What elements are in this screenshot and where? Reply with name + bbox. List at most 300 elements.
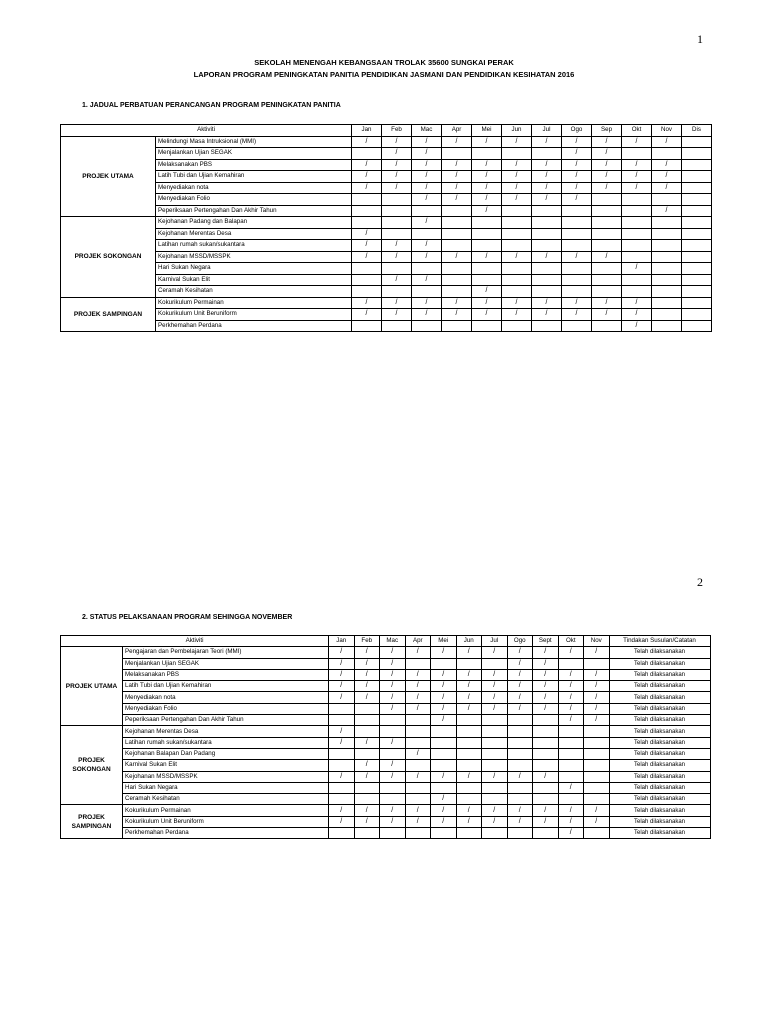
- month-header: Okt: [622, 125, 652, 137]
- month-mark-cell: [405, 737, 431, 748]
- month-mark-cell: [507, 760, 533, 771]
- month-mark-cell: /: [412, 297, 442, 309]
- month-mark-cell: /: [352, 240, 382, 252]
- month-mark-cell: [456, 760, 482, 771]
- month-mark-cell: /: [380, 692, 406, 703]
- activity-cell: Peperiksaan Pertengahan Dan Akhir Tahun: [156, 205, 352, 217]
- month-mark-cell: [652, 194, 682, 206]
- month-mark-cell: [442, 205, 472, 217]
- table-row: [61, 782, 711, 793]
- table-header-row: [61, 125, 712, 137]
- month-mark-cell: [584, 771, 610, 782]
- month-mark-cell: /: [592, 159, 622, 171]
- month-mark-cell: [329, 748, 355, 759]
- month-mark-cell: [652, 309, 682, 321]
- month-mark-cell: [507, 828, 533, 839]
- month-mark-cell: [380, 715, 406, 726]
- month-mark-cell: /: [502, 309, 532, 321]
- month-header: Ogo: [562, 125, 592, 137]
- month-mark-cell: [329, 703, 355, 714]
- activity-cell: Menjalankan Ujian SEGAK: [156, 148, 352, 160]
- month-mark-cell: /: [562, 297, 592, 309]
- month-header: Jan: [329, 636, 355, 647]
- month-mark-cell: /: [562, 309, 592, 321]
- month-mark-cell: /: [592, 182, 622, 194]
- month-mark-cell: [532, 240, 562, 252]
- activity-cell: Kokurikulum Unit Beruniform: [123, 816, 329, 827]
- month-mark-cell: /: [352, 309, 382, 321]
- month-header: Nov: [652, 125, 682, 137]
- month-mark-cell: /: [562, 159, 592, 171]
- note-cell: Telah dilaksanakan: [609, 828, 710, 839]
- table-header-row: [61, 636, 711, 647]
- month-mark-cell: [482, 794, 508, 805]
- table-row: [61, 828, 711, 839]
- month-mark-cell: [502, 286, 532, 298]
- month-mark-cell: [652, 274, 682, 286]
- month-header: Jul: [532, 125, 562, 137]
- month-mark-cell: /: [532, 159, 562, 171]
- month-mark-cell: /: [442, 171, 472, 183]
- month-mark-cell: /: [502, 194, 532, 206]
- month-mark-cell: /: [558, 816, 584, 827]
- month-mark-cell: /: [482, 681, 508, 692]
- month-mark-cell: [682, 148, 712, 160]
- month-mark-cell: /: [431, 647, 457, 658]
- month-mark-cell: [562, 263, 592, 275]
- month-mark-cell: [472, 148, 502, 160]
- month-mark-cell: [682, 194, 712, 206]
- month-mark-cell: [405, 760, 431, 771]
- month-mark-cell: /: [562, 182, 592, 194]
- activity-cell: Menyediakan Folio: [123, 703, 329, 714]
- month-mark-cell: /: [412, 217, 442, 229]
- table-row: [61, 681, 711, 692]
- group-label: PROJEK SOKONGAN: [61, 726, 123, 805]
- activity-cell: Menyediakan Folio: [156, 194, 352, 206]
- month-mark-cell: /: [507, 771, 533, 782]
- month-mark-cell: /: [442, 251, 472, 263]
- month-mark-cell: [682, 159, 712, 171]
- month-mark-cell: /: [456, 771, 482, 782]
- table-row: [61, 692, 711, 703]
- activity-cell: Latih Tubi dan Ujian Kemahiran: [123, 681, 329, 692]
- month-mark-cell: /: [382, 159, 412, 171]
- month-mark-cell: [682, 240, 712, 252]
- month-mark-cell: [652, 148, 682, 160]
- month-mark-cell: [622, 286, 652, 298]
- table-row: [61, 274, 712, 286]
- month-mark-cell: /: [502, 182, 532, 194]
- month-mark-cell: /: [382, 148, 412, 160]
- month-mark-cell: [405, 828, 431, 839]
- month-mark-cell: [442, 228, 472, 240]
- month-mark-cell: /: [532, 309, 562, 321]
- activity-cell: Karnival Sukan Elit: [123, 760, 329, 771]
- activity-cell: Kokurikulum Unit Beruniform: [156, 309, 352, 321]
- month-mark-cell: /: [329, 692, 355, 703]
- month-mark-cell: [472, 240, 502, 252]
- month-mark-cell: [431, 737, 457, 748]
- month-mark-cell: /: [472, 297, 502, 309]
- month-mark-cell: /: [533, 647, 559, 658]
- month-mark-cell: /: [412, 251, 442, 263]
- month-mark-cell: /: [456, 703, 482, 714]
- month-mark-cell: /: [380, 760, 406, 771]
- group-label: PROJEK SAMPINGAN: [61, 297, 156, 332]
- month-mark-cell: [562, 286, 592, 298]
- month-mark-cell: /: [405, 771, 431, 782]
- activity-cell: Kokurikulum Permainan: [123, 805, 329, 816]
- month-mark-cell: [682, 263, 712, 275]
- table-row: [61, 263, 712, 275]
- month-mark-cell: [592, 228, 622, 240]
- table-row: [61, 297, 712, 309]
- month-mark-cell: /: [562, 251, 592, 263]
- month-mark-cell: [584, 760, 610, 771]
- month-mark-cell: [532, 274, 562, 286]
- month-mark-cell: /: [584, 715, 610, 726]
- note-cell: Telah dilaksanakan: [609, 681, 710, 692]
- month-mark-cell: [456, 748, 482, 759]
- month-mark-cell: /: [482, 647, 508, 658]
- month-mark-cell: /: [442, 194, 472, 206]
- month-mark-cell: [482, 737, 508, 748]
- table-row: [61, 726, 711, 737]
- month-mark-cell: /: [502, 171, 532, 183]
- month-mark-cell: /: [329, 647, 355, 658]
- month-mark-cell: /: [592, 171, 622, 183]
- table-row: [61, 805, 711, 816]
- month-mark-cell: /: [507, 669, 533, 680]
- month-mark-cell: /: [622, 320, 652, 332]
- month-mark-cell: [380, 794, 406, 805]
- month-mark-cell: [652, 286, 682, 298]
- month-mark-cell: [382, 205, 412, 217]
- month-mark-cell: /: [562, 136, 592, 148]
- activity-cell: Ceramah Kesihatan: [123, 794, 329, 805]
- month-mark-cell: /: [592, 297, 622, 309]
- month-mark-cell: /: [354, 681, 380, 692]
- month-mark-cell: [482, 828, 508, 839]
- month-mark-cell: /: [405, 805, 431, 816]
- month-mark-cell: /: [622, 159, 652, 171]
- month-mark-cell: /: [622, 309, 652, 321]
- month-mark-cell: /: [456, 805, 482, 816]
- month-mark-cell: [584, 726, 610, 737]
- month-mark-cell: /: [502, 136, 532, 148]
- month-mark-cell: [682, 136, 712, 148]
- table-row: [61, 320, 712, 332]
- month-mark-cell: /: [405, 703, 431, 714]
- month-mark-cell: [456, 737, 482, 748]
- month-mark-cell: /: [533, 771, 559, 782]
- activity-cell: Menyediakan nota: [156, 182, 352, 194]
- month-mark-cell: /: [592, 136, 622, 148]
- month-mark-cell: [507, 715, 533, 726]
- month-mark-cell: /: [329, 669, 355, 680]
- month-mark-cell: [562, 228, 592, 240]
- month-mark-cell: [532, 217, 562, 229]
- month-mark-cell: [584, 737, 610, 748]
- month-mark-cell: [532, 228, 562, 240]
- month-mark-cell: /: [532, 194, 562, 206]
- month-mark-cell: /: [352, 297, 382, 309]
- month-mark-cell: /: [558, 681, 584, 692]
- planning-schedule-table: [60, 124, 712, 332]
- month-mark-cell: [682, 274, 712, 286]
- month-mark-cell: /: [382, 240, 412, 252]
- activity-cell: Hari Sukan Negara: [123, 782, 329, 793]
- month-mark-cell: [622, 274, 652, 286]
- month-header: Feb: [382, 125, 412, 137]
- month-mark-cell: /: [382, 136, 412, 148]
- month-mark-cell: [622, 228, 652, 240]
- table-row: [61, 309, 712, 321]
- month-mark-cell: [562, 274, 592, 286]
- month-mark-cell: /: [329, 771, 355, 782]
- month-mark-cell: /: [354, 805, 380, 816]
- section2-title: 2. STATUS PELAKSANAAN PROGRAM SEHINGGA NOVEMBER: [82, 614, 293, 621]
- month-mark-cell: /: [507, 692, 533, 703]
- month-mark-cell: [329, 794, 355, 805]
- note-cell: Telah dilaksanakan: [609, 647, 710, 658]
- month-mark-cell: [592, 286, 622, 298]
- month-mark-cell: /: [329, 658, 355, 669]
- table-row: [61, 669, 711, 680]
- month-mark-cell: /: [592, 148, 622, 160]
- month-mark-cell: /: [584, 669, 610, 680]
- month-mark-cell: [652, 320, 682, 332]
- month-header: Sep: [592, 125, 622, 137]
- month-mark-cell: [412, 205, 442, 217]
- month-mark-cell: [456, 726, 482, 737]
- activity-cell: Peperiksaan Pertengahan Dan Akhir Tahun: [123, 715, 329, 726]
- month-mark-cell: /: [482, 703, 508, 714]
- month-mark-cell: /: [329, 737, 355, 748]
- month-mark-cell: /: [354, 669, 380, 680]
- month-mark-cell: /: [456, 816, 482, 827]
- month-mark-cell: /: [652, 182, 682, 194]
- month-mark-cell: /: [431, 794, 457, 805]
- month-mark-cell: [354, 715, 380, 726]
- month-mark-cell: [558, 737, 584, 748]
- month-mark-cell: /: [507, 681, 533, 692]
- month-mark-cell: [354, 794, 380, 805]
- month-mark-cell: [354, 782, 380, 793]
- month-mark-cell: /: [405, 748, 431, 759]
- activity-cell: Melindungi Masa Intruksional (MMI): [156, 136, 352, 148]
- month-mark-cell: [622, 240, 652, 252]
- month-mark-cell: [456, 658, 482, 669]
- month-mark-cell: /: [380, 816, 406, 827]
- note-cell: Telah dilaksanakan: [609, 737, 710, 748]
- month-mark-cell: [456, 715, 482, 726]
- month-mark-cell: [682, 320, 712, 332]
- month-header: Ogo: [507, 636, 533, 647]
- month-mark-cell: /: [558, 805, 584, 816]
- month-mark-cell: /: [352, 159, 382, 171]
- table-row: [61, 748, 711, 759]
- note-cell: Telah dilaksanakan: [609, 748, 710, 759]
- month-mark-cell: [584, 748, 610, 759]
- note-header: Tindakan Susulan/Catatan: [609, 636, 710, 647]
- month-mark-cell: [442, 148, 472, 160]
- month-mark-cell: [558, 658, 584, 669]
- month-mark-cell: /: [472, 182, 502, 194]
- activity-header: Aktiviti: [61, 125, 352, 137]
- table-row: [61, 182, 712, 194]
- month-header: Nov: [584, 636, 610, 647]
- month-mark-cell: [502, 148, 532, 160]
- month-mark-cell: /: [405, 647, 431, 658]
- group-label: PROJEK SOKONGAN: [61, 217, 156, 298]
- month-mark-cell: [507, 726, 533, 737]
- month-mark-cell: /: [352, 171, 382, 183]
- month-mark-cell: /: [412, 309, 442, 321]
- month-mark-cell: /: [405, 816, 431, 827]
- month-mark-cell: [405, 782, 431, 793]
- month-mark-cell: [622, 148, 652, 160]
- month-mark-cell: [472, 217, 502, 229]
- month-mark-cell: /: [382, 297, 412, 309]
- month-mark-cell: /: [431, 703, 457, 714]
- month-mark-cell: [682, 217, 712, 229]
- month-mark-cell: [533, 737, 559, 748]
- month-mark-cell: [431, 748, 457, 759]
- note-cell: Telah dilaksanakan: [609, 692, 710, 703]
- activity-cell: Kokurikulum Permainan: [156, 297, 352, 309]
- month-mark-cell: [682, 286, 712, 298]
- month-mark-cell: [482, 726, 508, 737]
- note-cell: Telah dilaksanakan: [609, 703, 710, 714]
- month-mark-cell: [456, 794, 482, 805]
- group-label: PROJEK SAMPINGAN: [61, 805, 123, 839]
- activity-cell: Menyediakan nota: [123, 692, 329, 703]
- month-mark-cell: /: [442, 136, 472, 148]
- month-mark-cell: /: [405, 669, 431, 680]
- month-mark-cell: [682, 205, 712, 217]
- month-header: Mac: [380, 636, 406, 647]
- month-mark-cell: [533, 760, 559, 771]
- month-mark-cell: /: [532, 251, 562, 263]
- month-mark-cell: /: [592, 251, 622, 263]
- month-mark-cell: [502, 228, 532, 240]
- month-mark-cell: [652, 297, 682, 309]
- activity-cell: Karnival Sukan Elit: [156, 274, 352, 286]
- month-mark-cell: [329, 782, 355, 793]
- month-mark-cell: /: [562, 171, 592, 183]
- table-row: [61, 205, 712, 217]
- month-mark-cell: [584, 794, 610, 805]
- month-mark-cell: /: [533, 681, 559, 692]
- table-row: [61, 228, 712, 240]
- activity-cell: Hari Sukan Negara: [156, 263, 352, 275]
- table-row: [61, 148, 712, 160]
- month-mark-cell: [354, 828, 380, 839]
- month-mark-cell: [380, 782, 406, 793]
- month-mark-cell: /: [352, 136, 382, 148]
- month-mark-cell: /: [380, 737, 406, 748]
- month-mark-cell: [558, 794, 584, 805]
- month-mark-cell: [482, 715, 508, 726]
- month-mark-cell: /: [472, 251, 502, 263]
- month-mark-cell: /: [562, 194, 592, 206]
- activity-header: Aktiviti: [61, 636, 329, 647]
- month-mark-cell: [652, 263, 682, 275]
- month-mark-cell: [502, 205, 532, 217]
- table-row: [61, 737, 711, 748]
- month-mark-cell: /: [412, 194, 442, 206]
- month-mark-cell: /: [354, 760, 380, 771]
- month-mark-cell: /: [562, 148, 592, 160]
- table-row: [61, 217, 712, 229]
- month-mark-cell: [412, 228, 442, 240]
- month-mark-cell: /: [533, 658, 559, 669]
- month-mark-cell: [352, 320, 382, 332]
- month-mark-cell: [532, 148, 562, 160]
- month-mark-cell: [682, 182, 712, 194]
- month-mark-cell: [502, 274, 532, 286]
- month-header: Mac: [412, 125, 442, 137]
- month-mark-cell: [584, 782, 610, 793]
- month-mark-cell: /: [558, 692, 584, 703]
- month-mark-cell: /: [507, 816, 533, 827]
- month-mark-cell: /: [584, 647, 610, 658]
- note-cell: Telah dilaksanakan: [609, 805, 710, 816]
- month-mark-cell: /: [412, 182, 442, 194]
- month-mark-cell: /: [558, 828, 584, 839]
- activity-cell: Pengajaran dan Pembelajaran Teori (MMI): [123, 647, 329, 658]
- month-mark-cell: [558, 771, 584, 782]
- month-mark-cell: /: [380, 805, 406, 816]
- month-mark-cell: [532, 205, 562, 217]
- month-mark-cell: /: [532, 171, 562, 183]
- month-mark-cell: [382, 228, 412, 240]
- month-mark-cell: [622, 251, 652, 263]
- month-mark-cell: [405, 715, 431, 726]
- activity-cell: Melaksanakan PBS: [156, 159, 352, 171]
- month-mark-cell: /: [472, 194, 502, 206]
- month-mark-cell: /: [380, 658, 406, 669]
- month-mark-cell: /: [533, 805, 559, 816]
- month-mark-cell: [622, 205, 652, 217]
- month-mark-cell: /: [622, 136, 652, 148]
- month-mark-cell: /: [456, 692, 482, 703]
- month-mark-cell: /: [558, 782, 584, 793]
- month-mark-cell: [482, 760, 508, 771]
- month-mark-cell: /: [431, 805, 457, 816]
- month-mark-cell: [592, 217, 622, 229]
- month-header: Sept: [533, 636, 559, 647]
- month-mark-cell: [533, 828, 559, 839]
- table-row: [61, 760, 711, 771]
- month-mark-cell: /: [412, 136, 442, 148]
- activity-cell: Kejohanan MSSD/MSSPK: [156, 251, 352, 263]
- month-mark-cell: /: [558, 647, 584, 658]
- month-mark-cell: [507, 748, 533, 759]
- month-mark-cell: [405, 726, 431, 737]
- month-mark-cell: /: [533, 669, 559, 680]
- month-mark-cell: [482, 782, 508, 793]
- month-mark-cell: /: [507, 658, 533, 669]
- month-mark-cell: [352, 263, 382, 275]
- month-mark-cell: [507, 737, 533, 748]
- month-mark-cell: [472, 263, 502, 275]
- month-mark-cell: [592, 263, 622, 275]
- month-mark-cell: /: [412, 274, 442, 286]
- month-mark-cell: /: [558, 669, 584, 680]
